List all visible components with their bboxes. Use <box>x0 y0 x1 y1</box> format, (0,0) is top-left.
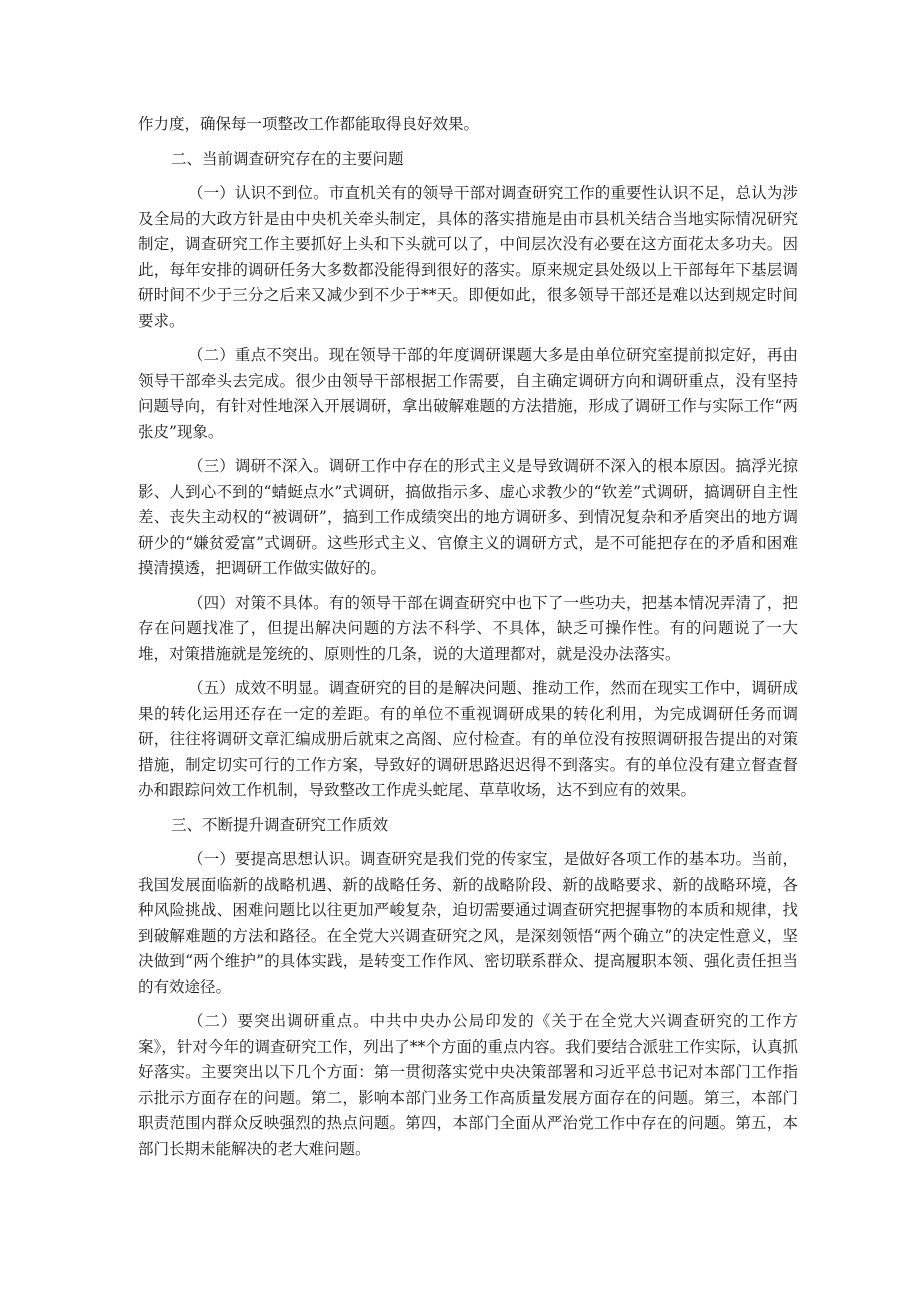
section-heading-2: 二、当前调查研究存在的主要问题 <box>171 149 404 168</box>
continuation-line: 作力度，确保每一项整改工作都能取得良好效果。 <box>138 115 480 133</box>
paragraph-3-1: （一）要提高思想认识。调查研究是我们党的传家宝，是做好各项工作的基本功。当前，我国发展面临新的战略机遇、新的战略任务、新的战略阶段、新的战略要求、新的战略环境，各种风险挑战、困难问题比以往更加严峻复杂，迫切需要通过调查研究把握事物的本质和规律，找到破解难题的方法和路径。在全党大兴调查研究之风，是深刻领悟“两个确立”的决定性意义，坚决做到“两个维护”的具体实践，是转变工作作风、密切联系群众、提高履职本领、强化责任担当的有效途径。 <box>138 850 798 996</box>
section-heading-3: 三、不断提升调查研究工作质效 <box>171 815 389 834</box>
paragraph-2-2: （二）重点不突出。现在领导干部的年度调研课题大多是由单位研究室提前拟定好，再由领导干部牵头去完成。很少由领导干部根据工作需要，自主确定调研方向和调研重点，没有坚持问题导向，有针对性地深入开展调研，拿出破解难题的方法措施，形成了调研工作与实际工作“两张皮”现象。 <box>138 346 798 441</box>
paragraph-2-1: （一）认识不到位。市直机关有的领导干部对调查研究工作的重要性认识不足，总认为涉及全局的大政方针是由中央机关牵头制定，具体的落实措施是由市县机关结合当地实际情况研究制定，调查研究工作主要抓好上头和下头就可以了，中间层次没有必要在这方面花太多功夫。因此，每年安排的调研任务大多数都没能得到很好的落实。原来规定县处级以上干部每年下基层调研时间不少于三分之后来又减少到不少于**天。即便如此，很多领导干部还是难以达到规定时间要求。 <box>138 184 798 330</box>
document-body <box>138 112 798 1171</box>
paragraph-3-2: （二）要突出调研重点。中共中央办公局印发的《关于在全党大兴调查研究的工作方案》，针对今年的调查研究工作，列出了**个方面的重点内容。我们要结合派驻工作实际，认真抓好落实。主要突出以下几个方面：第一贯彻落实党中央决策部署和习近平总书记对本部门工作指示批示方面存在的问题。第二，影响本部门业务工作高质量发展方面存在的问题。第三，本部门职责范围内群众反映强烈的热点问题。第四，本部门全面从严治党工作中存在的问题。第五，本部门长期未能解决的老大难问题。 <box>138 1012 798 1158</box>
paragraph-2-3: （三）调研不深入。调研工作中存在的形式主义是导致调研不深入的根本原因。搞浮光掠影、人到心不到的“蜻蜓点水”式调研，搞做指示多、虚心求教少的“钦差”式调研，搞调研自主性差、丧失主动权的“被调研”，搞到工作成绩突出的地方调研多、到情况复杂和矛盾突出的地方调研少的“嫌贫爱富”式调研。这些形式主义、官僚主义的调研方式，是不可能把存在的矛盾和困难摸清摸透，把调研工作做实做好的。 <box>138 457 798 577</box>
paragraph-2-4: （四）对策不具体。有的领导干部在调查研究中也下了一些功夫，把基本情况弄清了，把存在问题找准了，但提出解决问题的方法不科学、不具体，缺乏可操作性。有的问题说了一大堆，对策措施就是笼统的、原则性的几条，说的大道理都对，就是没办法落实。 <box>138 593 798 663</box>
paragraph-2-5: （五）成效不明显。调查研究的目的是解决问题、推动工作，然而在现实工作中，调研成果的转化运用还存在一定的差距。有的单位不重视调研成果的转化利用，为完成调研任务而调研，往往将调研文章汇编成册后就束之高阁、应付检查。有的单位没有按照调研报告提出的对策措施，制定切实可行的工作方案，导致好的调研思路迟迟得不到落实。有的单位没有建立督查督办和跟踪问效工作机制，导致整改工作虎头蛇尾、草草收场，达不到应有的效果。 <box>138 679 798 799</box>
